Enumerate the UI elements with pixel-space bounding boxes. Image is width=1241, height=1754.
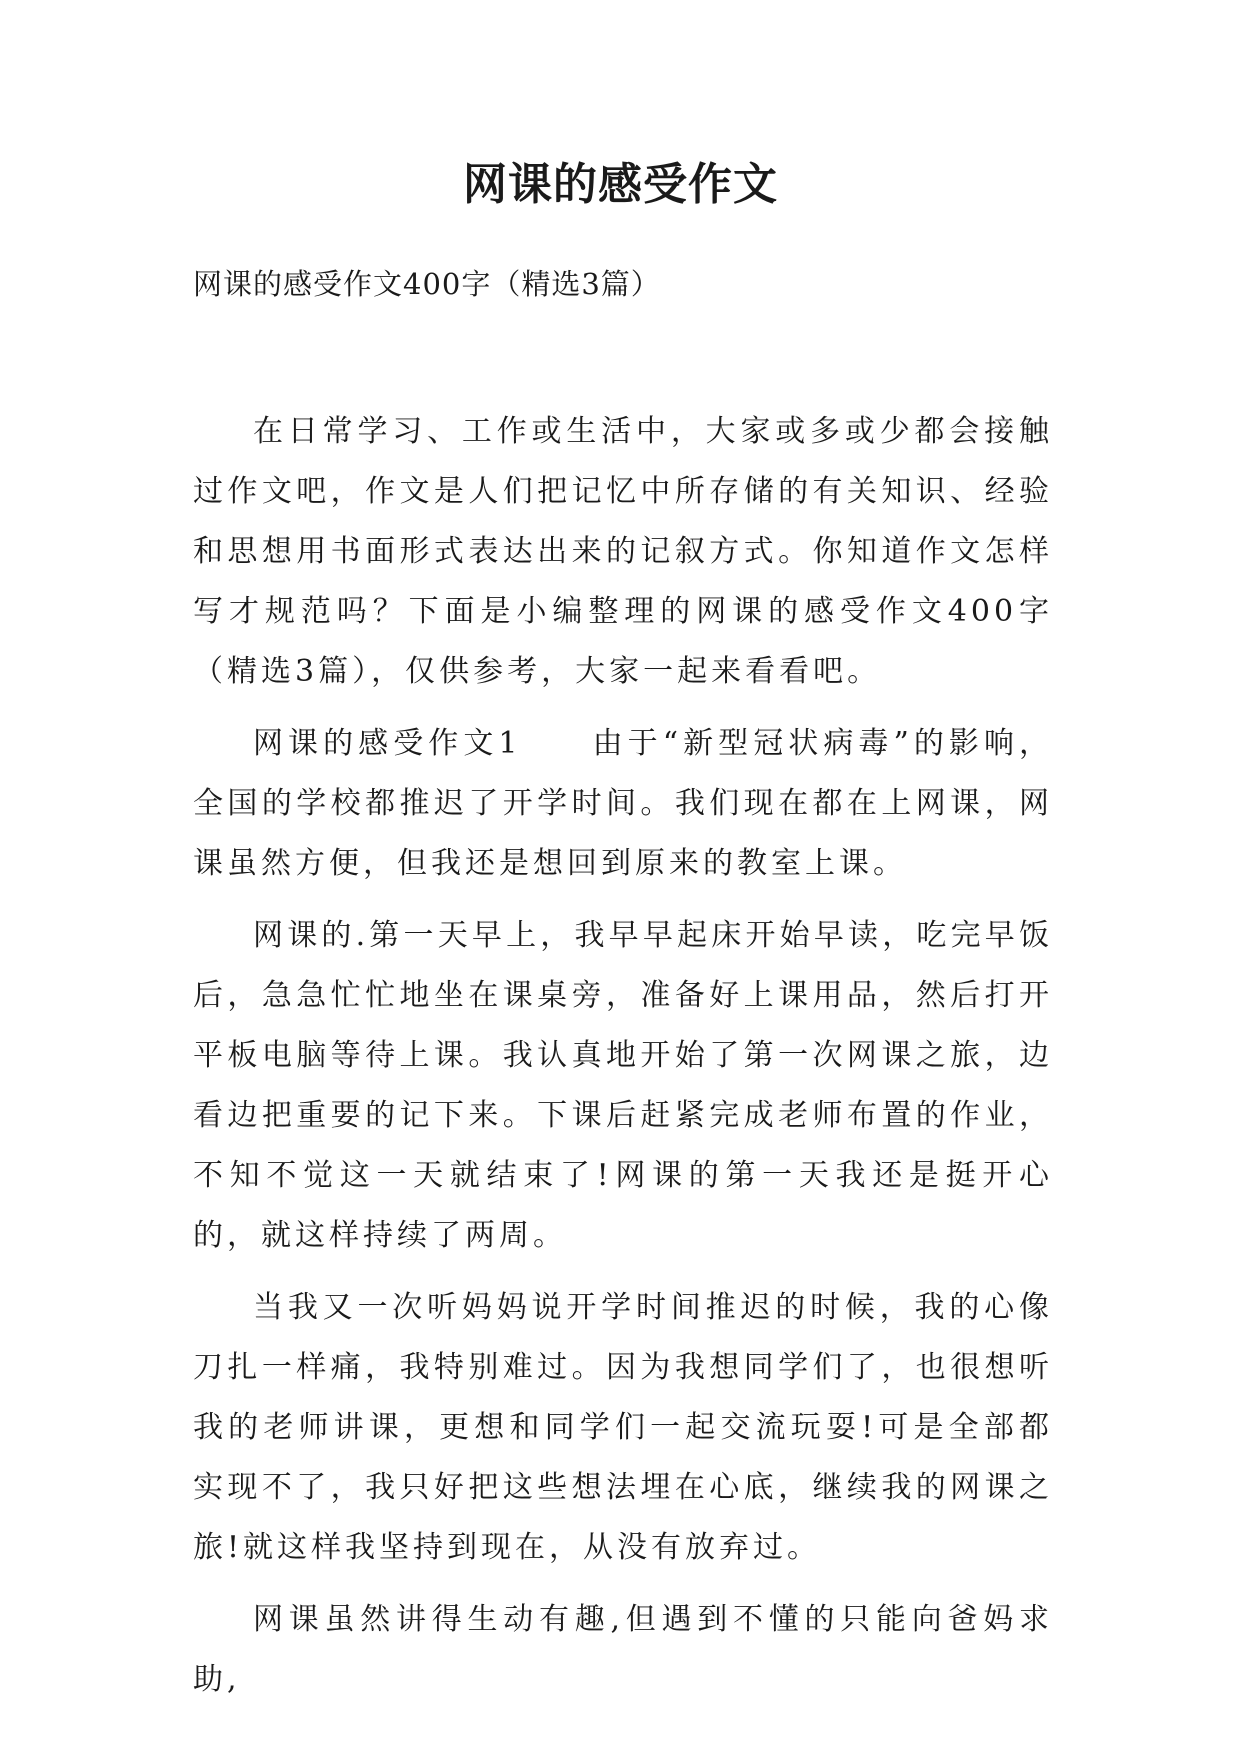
body-paragraph: 网课的感受作文1 由于“新型冠状病毒”的影响，全国的学校都推迟了开学时间。我们现在都在上网课，网课虽然方便，但我还是想回到原来的教室上课。 [193,726,1053,881]
body-paragraph: 网课的.第一天早上，我早早起床开始早读，吃完早饭后，急急忙忙地坐在课桌旁，准备好上课用品，然后打开平板电脑等待上课。我认真地开始了第一次网课之旅，边看边把重要的记下来。下课后赶紧完成老师布置的作业，不知不觉这一天就结束了!网课的第一天我还是挺开心的，就这样持续了两周。 [193,918,1053,1253]
document-title: 网课的感受作文 [463,159,778,210]
body-paragraph: 在日常学习、工作或生活中，大家或多或少都会接触过作文吧，作文是人们把记忆中所存储的有关知识、经验和思想用书面形式表达出来的记叙方式。你知道作文怎样写才规范吗？下面是小编整理的网课的感受作文400字（精选3篇），仅供参考，大家一起来看看吧。 [193,414,1053,689]
document-body [193,402,1053,1722]
body-paragraph: 当我又一次听妈妈说开学时间推迟的时候，我的心像刀扎一样痛，我特别难过。因为我想同学们了，也很想听我的老师讲课，更想和同学们一起交流玩耍!可是全部都实现不了，我只好把这些想法埋在心底，继续我的网课之旅!就这样我坚持到现在，从没有放弃过。 [193,1290,1053,1565]
body-paragraph: 网课虽然讲得生动有趣,但遇到不懂的只能向爸妈求助, [193,1602,1053,1697]
document-subtitle: 网课的感受作文400字（精选3篇） [193,267,661,301]
